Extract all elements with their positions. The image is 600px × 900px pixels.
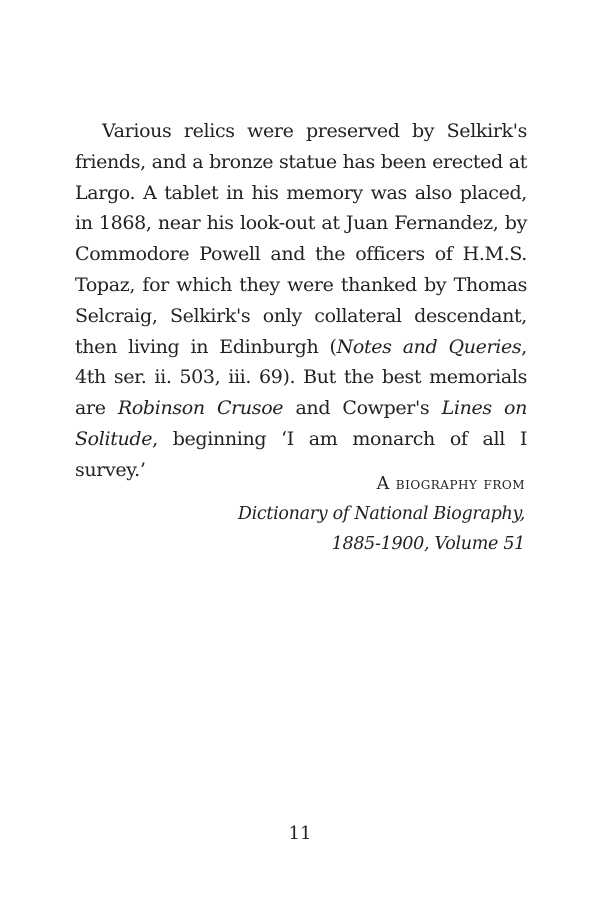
body-paragraph — [75, 116, 527, 486]
title-robinson-crusoe: Robinson Crusoe — [117, 397, 284, 420]
paragraph-run-2: , 4th ser. ii. 503, iii. 69). But the best memorials are — [75, 335, 527, 420]
paragraph-run-3: and Cowper's — [283, 397, 442, 420]
attribution-source: Dictionary of National Biography, — [237, 504, 525, 524]
title-notes-and-queries: Notes and Queries — [336, 335, 522, 358]
attribution-heading: A biography from — [376, 474, 525, 494]
paragraph-run-1: Various relics were preserved by Selkirk's friends, and a bronze statue has been erected at Largo. A tablet in his memory was also placed, in 1868, near his look-out at Juan Fernandez, by Commodore Powell and the officers of H.M.S. Topaz, for which they were thanked by Thomas Selcraig, Selkirk's only collateral descendant, then living in Edinburgh ( — [75, 120, 527, 358]
attribution-block — [238, 469, 525, 559]
page-number: 11 — [288, 823, 312, 844]
title-lines-on-solitude: Lines on Solitude — [75, 397, 527, 450]
paragraph-run-4: , beginning ‘I am monarch of all I survey.’ — [75, 427, 527, 481]
attribution-volume: 1885-1900, Volume 51 — [331, 534, 525, 554]
